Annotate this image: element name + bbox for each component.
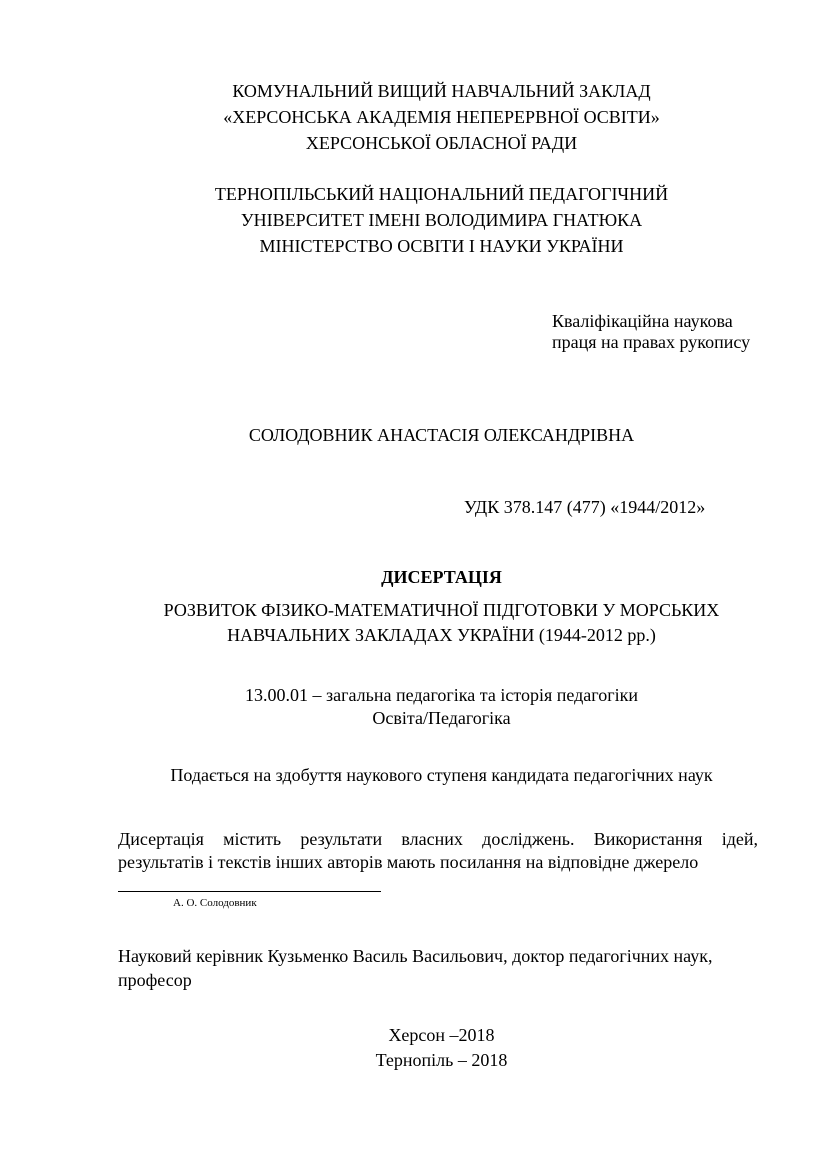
header-ternopil-line2: УНІВЕРСИТЕТ ІМЕНІ ВОЛОДИМИРА ГНАТЮКА xyxy=(240,210,643,230)
udk-code: УДК 378.147 (477) «1944/2012» xyxy=(464,497,706,517)
header-ternopil-line3: МІНІСТЕРСТВО ОСВІТИ І НАУКИ УКРАЇНИ xyxy=(259,236,624,256)
header-kherson-line1: КОМУНАЛЬНИЙ ВИЩИЙ НАВЧАЛЬНИЙ ЗАКЛАД xyxy=(232,81,651,101)
signature-line xyxy=(118,891,381,892)
header-kherson-line2: «ХЕРСОНСЬКА АКАДЕМІЯ НЕПЕРЕРВНОЇ ОСВІТИ» xyxy=(223,107,660,127)
author-name: СОЛОДОВНИК АНАСТАСІЯ ОЛЕКСАНДРІВНА xyxy=(248,425,635,445)
originality-statement-line2: результатів і текстів інших авторів мають посилання на відповідне джерело xyxy=(118,852,699,872)
header-kherson-line3: ХЕРСОНСЬКОЇ ОБЛАСНОЇ РАДИ xyxy=(305,133,578,153)
manuscript-note-line2: праця на правах рукопису xyxy=(552,332,751,352)
footer-city-kherson: Херсон –2018 xyxy=(388,1025,495,1045)
specialty-code: 13.00.01 – загальна педагогіка та історія педагогіки xyxy=(245,685,638,705)
manuscript-note-line1: Кваліфікаційна наукова xyxy=(552,311,733,331)
supervisor-line1: Науковий керівник Кузьменко Василь Васильович, доктор педагогічних наук, xyxy=(118,946,713,966)
document-type: ДИСЕРТАЦІЯ xyxy=(381,567,502,587)
degree-statement: Подається на здобуття наукового ступеня кандидата педагогічних наук xyxy=(170,765,713,785)
specialty-field: Освіта/Педагогіка xyxy=(372,708,511,728)
dissertation-title-line2: НАВЧАЛЬНИХ ЗАКЛАДАХ УКРАЇНИ (1944-2012 рр.) xyxy=(227,625,656,645)
header-ternopil-line1: ТЕРНОПІЛЬСЬКИЙ НАЦІОНАЛЬНИЙ ПЕДАГОГІЧНИЙ xyxy=(214,184,669,204)
dissertation-title-line1: РОЗВИТОК ФІЗИКО-МАТЕМАТИЧНОЇ ПІДГОТОВКИ У МОРСЬКИХ xyxy=(163,600,720,620)
supervisor-line2: професор xyxy=(118,970,192,990)
originality-statement-line1: Дисертація містить результати власних досліджень. Використання ідей, xyxy=(118,829,758,849)
footer-city-ternopil: Тернопіль – 2018 xyxy=(375,1050,508,1070)
signature-name: А. О. Солодовник xyxy=(173,897,257,909)
